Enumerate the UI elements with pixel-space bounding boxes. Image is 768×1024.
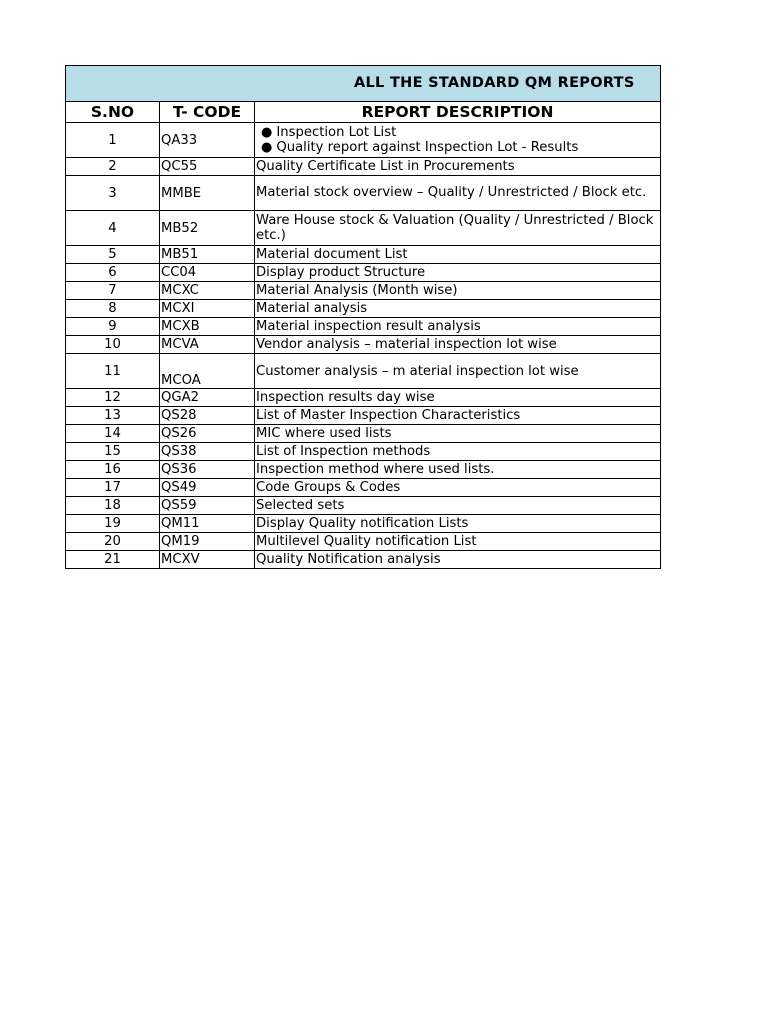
table-row: [66, 211, 661, 246]
header-row: [66, 102, 661, 123]
header-desc: REPORT DESCRIPTION: [255, 102, 661, 123]
row-sno: 9: [66, 318, 160, 336]
row-tcode: QA33: [160, 123, 255, 158]
row-tcode: QS36: [160, 461, 255, 479]
row-sno: 2: [66, 158, 160, 176]
title-row: [66, 66, 661, 102]
table-row: [66, 264, 661, 282]
row-tcode: MCXC: [160, 282, 255, 300]
table-title: ALL THE STANDARD QM REPORTS: [354, 75, 635, 91]
row-tcode: MCVA: [160, 336, 255, 354]
table-row: [66, 318, 661, 336]
table-row: [66, 246, 661, 264]
row-desc: Customer analysis – m aterial inspection lot wise: [255, 354, 661, 389]
row-sno: 8: [66, 300, 160, 318]
row-tcode: MB51: [160, 246, 255, 264]
table-row: [66, 533, 661, 551]
row-tcode: QS59: [160, 497, 255, 515]
table-row: [66, 389, 661, 407]
row-sno: 16: [66, 461, 160, 479]
row-desc: Inspection results day wise: [255, 389, 661, 407]
table-row: [66, 354, 661, 389]
table-row: [66, 300, 661, 318]
table-row: [66, 176, 661, 211]
row-desc: Material stock overview – Quality / Unrestricted / Block etc.: [255, 176, 661, 211]
table-row: [66, 551, 661, 569]
bullet-icon: ●: [261, 140, 273, 155]
row-desc: Quality Notification analysis: [255, 551, 661, 569]
row-desc: List of Inspection methods: [255, 443, 661, 461]
row-tcode: QS26: [160, 425, 255, 443]
table-row: [66, 515, 661, 533]
table-row: [66, 158, 661, 176]
row-desc: Material document List: [255, 246, 661, 264]
header-tcode: T- CODE: [160, 102, 255, 123]
row-desc: Multilevel Quality notification List: [255, 533, 661, 551]
row-sno: 10: [66, 336, 160, 354]
row-tcode: QM11: [160, 515, 255, 533]
row-tcode: MCXB: [160, 318, 255, 336]
row-tcode: QM19: [160, 533, 255, 551]
row-sno: 3: [66, 176, 160, 211]
row-desc: Material Analysis (Month wise): [255, 282, 661, 300]
row-desc: Display Quality notification Lists: [255, 515, 661, 533]
row-sno: 18: [66, 497, 160, 515]
row-desc: Vendor analysis – material inspection lot wise: [255, 336, 661, 354]
bullet-icon: ●: [261, 125, 273, 140]
row-sno: 19: [66, 515, 160, 533]
row-sno: 4: [66, 211, 160, 246]
row-desc: Material analysis: [255, 300, 661, 318]
table-row: [66, 336, 661, 354]
row-desc: Display product Structure: [255, 264, 661, 282]
row-desc: Inspection method where used lists.: [255, 461, 661, 479]
table-title-cell: [66, 66, 661, 102]
row-sno: 7: [66, 282, 160, 300]
row-sno: 6: [66, 264, 160, 282]
row-tcode: MCXV: [160, 551, 255, 569]
row-tcode: MCOA: [160, 354, 255, 389]
row-tcode: MB52: [160, 211, 255, 246]
row-sno: 13: [66, 407, 160, 425]
row-tcode: QS28: [160, 407, 255, 425]
row-sno: 12: [66, 389, 160, 407]
row-desc: Material inspection result analysis: [255, 318, 661, 336]
row-sno: 1: [66, 123, 160, 158]
row-sno: 14: [66, 425, 160, 443]
table-row: [66, 479, 661, 497]
row-tcode: QGA2: [160, 389, 255, 407]
table-row: [66, 443, 661, 461]
row-sno: 21: [66, 551, 160, 569]
row-sno: 20: [66, 533, 160, 551]
table-row: [66, 282, 661, 300]
row-desc: MIC where used lists: [255, 425, 661, 443]
row-sno: 11: [66, 354, 160, 389]
row-desc: [255, 123, 661, 158]
table-row: [66, 461, 661, 479]
row-desc-line: Quality report against Inspection Lot - Results: [276, 140, 579, 155]
row-desc: Quality Certificate List in Procurements: [255, 158, 661, 176]
row-tcode: QS38: [160, 443, 255, 461]
row-desc: Selected sets: [255, 497, 661, 515]
row-tcode: MCXI: [160, 300, 255, 318]
row-desc: Ware House stock & Valuation (Quality / Unrestricted / Block etc.): [255, 211, 661, 246]
table-row: [66, 425, 661, 443]
row-sno: 15: [66, 443, 160, 461]
row-desc: Code Groups & Codes: [255, 479, 661, 497]
table-row: [66, 123, 661, 158]
row-tcode: QS49: [160, 479, 255, 497]
row-sno: 5: [66, 246, 160, 264]
row-sno: 17: [66, 479, 160, 497]
row-tcode: CC04: [160, 264, 255, 282]
row-desc: List of Master Inspection Characteristics: [255, 407, 661, 425]
header-sno: S.NO: [66, 102, 160, 123]
row-desc-line: Inspection Lot List: [276, 125, 397, 140]
row-tcode: QC55: [160, 158, 255, 176]
qm-reports-table: [65, 65, 661, 569]
table-row: [66, 497, 661, 515]
row-tcode: MMBE: [160, 176, 255, 211]
table-row: [66, 407, 661, 425]
